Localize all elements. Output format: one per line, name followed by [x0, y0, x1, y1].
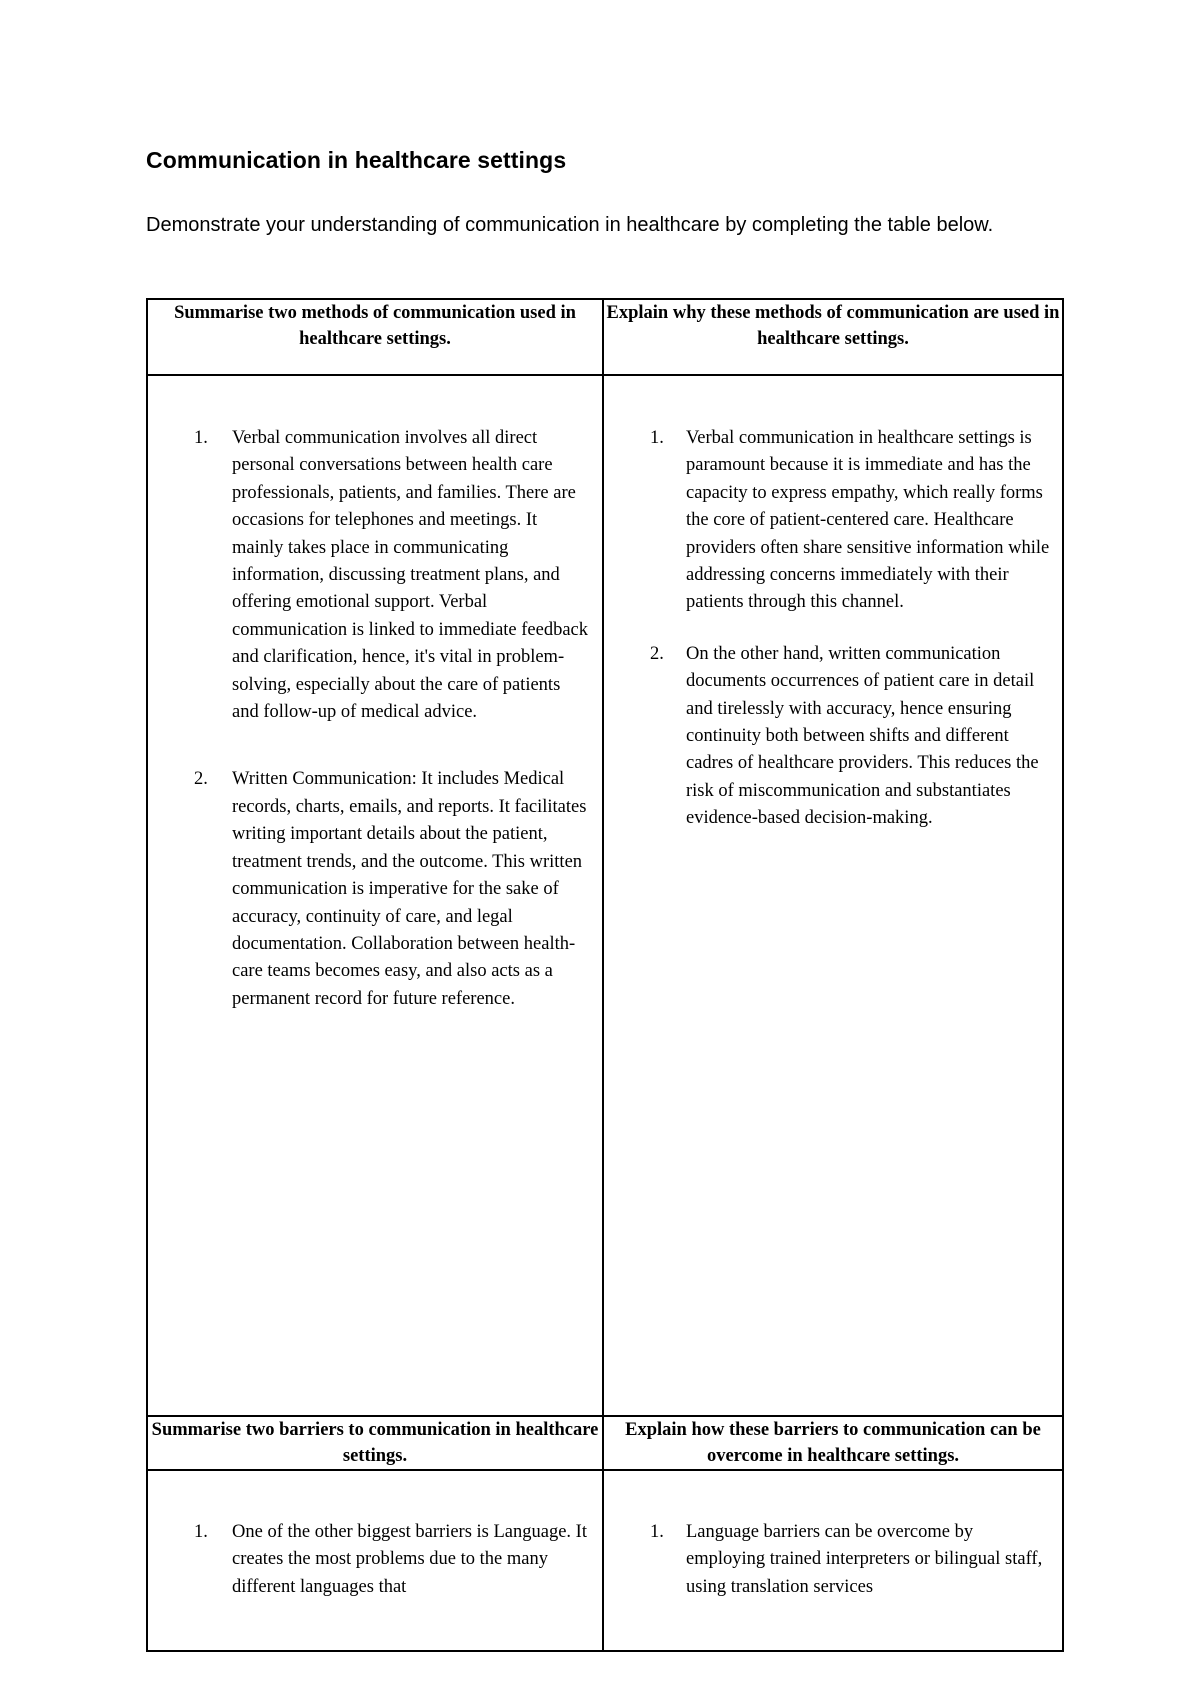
list-item-number: 1.	[194, 1522, 208, 1542]
cell-content	[148, 1519, 602, 1599]
methods-summary-header: Summarise two methods of communication used in healthcare settings.	[147, 299, 603, 375]
list-item	[604, 641, 1062, 833]
document-instructions: Demonstrate your understanding of communication in healthcare by completing the table below.	[146, 214, 994, 236]
table-header-row	[147, 299, 1063, 375]
list-item-text: Written Communication: It includes Medical records, charts, emails, and reports. It facilitates writing important details about the patient, treatment trends, and the outcome. This written communication is imperative for the sake of accuracy, continuity of care, and legal documentation. Collaboration between health-care teams becomes easy, and also acts as a permanent record for future reference.	[232, 769, 587, 1009]
list-spacer	[604, 617, 1062, 641]
barriers-solution-list	[604, 1519, 1062, 1599]
list-item	[604, 1519, 1062, 1599]
list-item-number: 1.	[194, 428, 208, 448]
methods-summary-list	[148, 425, 602, 1013]
methods-explanation-cell[interactable]	[603, 375, 1063, 1416]
list-item-text: On the other hand, written communication documents occurrences of patient care in detail and tirelessly with accuracy, hence ensuring continuity both between shifts and different cadres of healthcare providers. This reduces the risk of miscommunication and substantiates evidence-based decision-making.	[686, 643, 1039, 829]
list-item	[148, 1519, 602, 1599]
list-item-number: 2.	[194, 769, 208, 790]
list-item-text: Language barriers can be overcome by employing trained interpreters or bilingual staff, using translation services	[686, 1522, 1043, 1597]
barriers-solution-cell[interactable]	[603, 1470, 1063, 1651]
methods-explanation-list	[604, 425, 1062, 833]
list-item-number: 1.	[650, 1522, 664, 1542]
list-item-number: 1.	[650, 428, 664, 448]
table-header-row	[147, 1416, 1063, 1470]
barriers-solution-header: Explain how these barriers to communication can be overcome in healthcare settings.	[603, 1416, 1063, 1470]
worksheet-table	[146, 298, 1064, 1652]
list-item	[148, 766, 602, 1013]
methods-explanation-header: Explain why these methods of communication are used in healthcare settings.	[603, 299, 1063, 375]
barriers-summary-header: Summarise two barriers to communication in healthcare settings.	[147, 1416, 603, 1470]
list-item	[148, 425, 602, 726]
list-item	[604, 425, 1062, 617]
barriers-summary-list	[148, 1519, 602, 1599]
table-row	[147, 1470, 1063, 1651]
cell-content	[604, 1519, 1062, 1599]
list-item-text: Verbal communication in healthcare settings is paramount because it is immediate and has the capacity to express empathy, which really forms the core of patient-centered care. Healthcare providers often share sensitive information while addressing concerns immediately with their patients through this channel.	[686, 428, 1050, 613]
list-spacer	[148, 726, 602, 766]
list-item-number: 2.	[650, 643, 664, 664]
barriers-summary-cell[interactable]	[147, 1470, 603, 1651]
list-item-text: One of the other biggest barriers is Language. It creates the most problems due to the many different languages that	[232, 1522, 587, 1597]
document-title: Communication in healthcare settings	[146, 147, 567, 173]
list-item-text: Verbal communication involves all direct personal conversations between health care professionals, patients, and families. There are occasions for telephones and meetings. It mainly takes place in communicating information, discussing treatment plans, and offering emotional support. Verbal communication is linked to immediate feedback and clarification, hence, it's vital in problem-solving, especially about the care of patients and follow-up of medical advice.	[232, 428, 589, 723]
methods-summary-cell[interactable]	[147, 375, 603, 1416]
table-row	[147, 375, 1063, 1416]
